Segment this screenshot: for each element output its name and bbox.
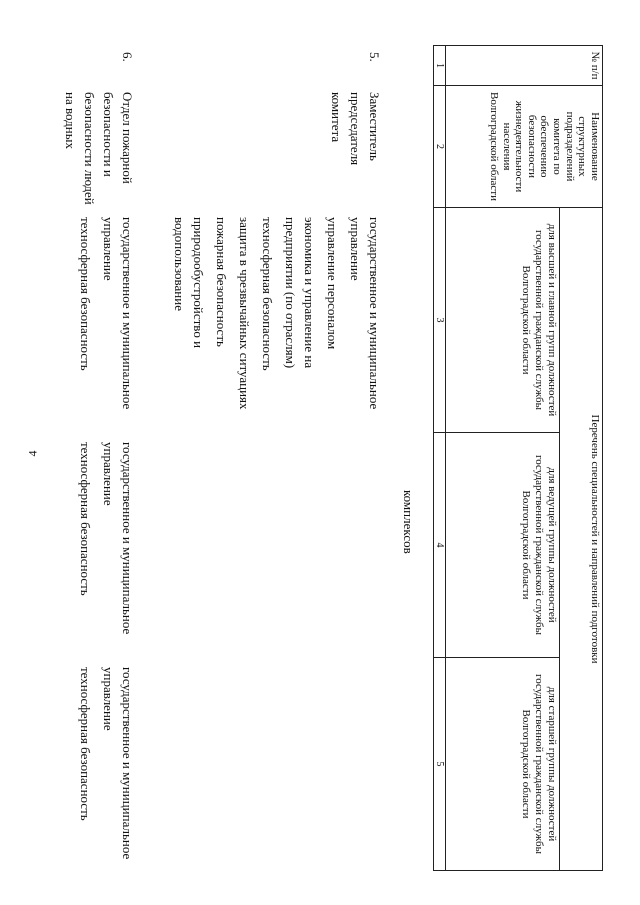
row-col4-list (72, 442, 137, 667)
page-number: 4 (25, 450, 40, 457)
header-name: Наименование структурных подразделений комитета по обеспечению безопасности жизнедеятельности населения Волгоградской области (446, 86, 603, 208)
specialty: государственное и муниципальное управление (348, 217, 382, 410)
row-name: Отдел пожарной безопасности и безопасности людей на водных (63, 92, 135, 205)
continuation-text: комплексов (401, 490, 416, 554)
specialty: техносферная безопасность (260, 217, 275, 371)
row-col3-list (166, 217, 384, 442)
specialty: техносферная безопасность (78, 217, 93, 371)
col-number: 2 (434, 86, 447, 208)
header-num: № п/п (446, 46, 603, 86)
specialty: государственное и муниципальное управление (101, 217, 135, 410)
specialty: техносферная безопасность (78, 667, 93, 821)
header-col3: для высшей и главной групп должностей государственной гражданской службы Волгоградской области (446, 208, 559, 433)
specialty: государственное и муниципальное управление (101, 442, 135, 635)
specialty: управление персоналом (325, 217, 340, 350)
col-number: 3 (434, 208, 447, 433)
row-num: 5. (367, 52, 382, 62)
specialty: пожарная безопасность (214, 217, 229, 347)
row-name: Заместитель председателя комитета (329, 92, 382, 166)
specialty: защита в чрезвычайных ситуациях (237, 217, 252, 410)
header-group: Перечень специальностей и направлений подготовки (559, 208, 602, 871)
col-number: 5 (434, 658, 447, 871)
specialty: природообустройство и водопользование (172, 217, 206, 349)
row-col5-list (72, 667, 137, 880)
col-number: 1 (434, 46, 447, 86)
specialties-table (433, 45, 603, 871)
col-number: 4 (434, 433, 447, 658)
specialty: экономика и управление на предприятии (по отраслям) (283, 217, 317, 369)
row-col3-list (72, 217, 137, 442)
header-col5: для старшей группы должностей государственной гражданской службы Волгоградской области (446, 658, 559, 871)
specialty: государственное и муниципальное управление (101, 667, 135, 860)
specialty: техносферная безопасность (78, 442, 93, 596)
header-col4: для ведущей группы должностей государственной гражданской службы Волгоградской области (446, 433, 559, 658)
row-num: 6. (120, 52, 135, 62)
